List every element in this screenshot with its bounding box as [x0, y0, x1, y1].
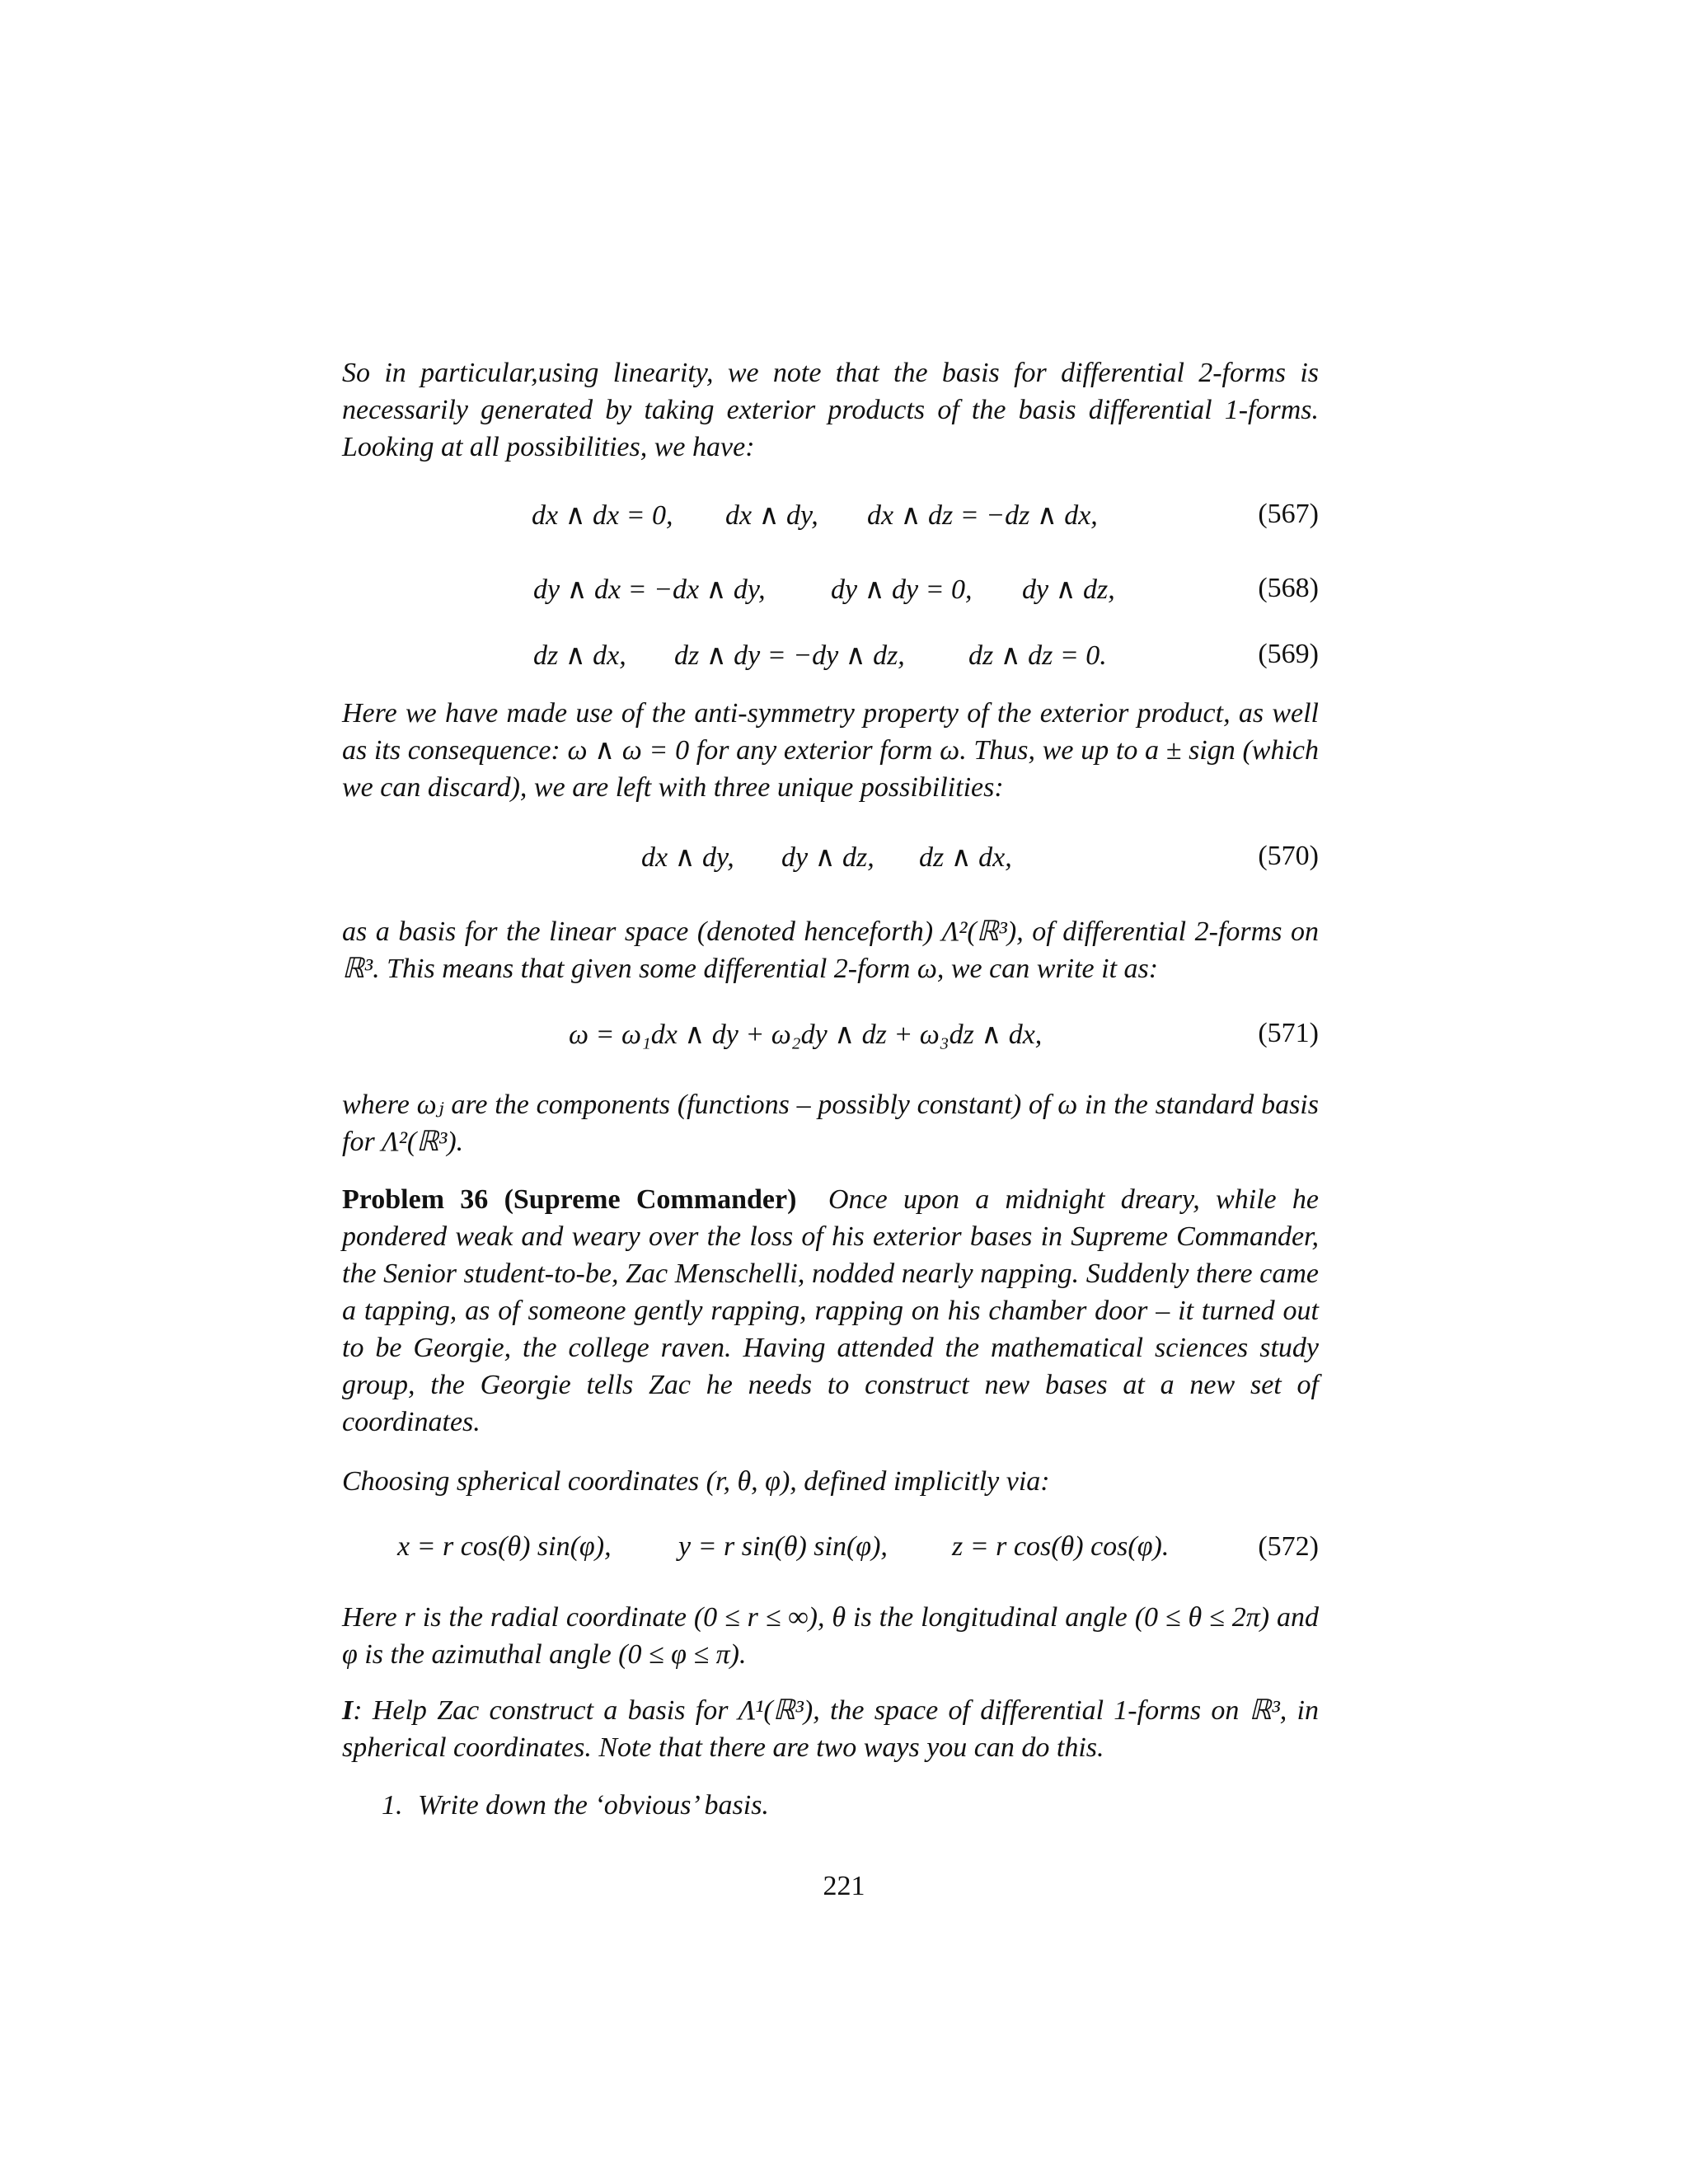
equation-567	[342, 499, 1319, 540]
part-label: I	[342, 1695, 354, 1726]
problem-36	[342, 1181, 1319, 1441]
paragraph-intro: So in particular,using linearity, we note that the basis for differential 2-forms is necessarily generated by taking exterior products of the basis differential 1-forms. Looking at all possibilities, we have:	[342, 358, 1319, 462]
equation-571-part-a: ω = ω₁dx ∧ dy + ω₂dy ∧ dz + ω₃dz ∧ dx,	[569, 1019, 1043, 1050]
equation-569-part-b: dz ∧ dy = −dy ∧ dz,	[674, 640, 905, 671]
equation-568-part-b: dy ∧ dy = 0,	[831, 574, 973, 605]
equation-568	[342, 573, 1319, 614]
equation-569-part-c: dz ∧ dz = 0.	[968, 640, 1107, 671]
equation-570-part-c: dz ∧ dx,	[919, 842, 1012, 873]
page-number: 221	[823, 1871, 865, 1901]
equation-569	[342, 639, 1319, 680]
list-item-1	[382, 1787, 1319, 1824]
paragraph-components: where ωⱼ are the components (functions – possibly constant) of ω in the standard basis for Λ²(ℝ³).	[342, 1090, 1319, 1157]
equation-572	[342, 1531, 1319, 1572]
equation-571-number: (571)	[1258, 1018, 1319, 1048]
paragraph-coordinate-ranges: Here r is the radial coordinate (0 ≤ r ≤ ∞), θ is the longitudinal angle (0 ≤ θ ≤ 2π) and φ is the azimuthal angle (0 ≤ φ ≤ π).	[342, 1602, 1319, 1670]
problem-title: Problem 36 (Supreme Commander)	[342, 1184, 797, 1215]
equation-567-part-b: dx ∧ dy,	[725, 500, 818, 531]
paragraph-spherical-coordinates: Choosing spherical coordinates (r, θ, φ), defined implicitly via:	[342, 1466, 1050, 1497]
equation-567-part-c: dx ∧ dz = −dz ∧ dx,	[867, 500, 1098, 531]
equation-570	[342, 841, 1319, 882]
equation-572-part-b: y = r sin(θ) sin(φ),	[678, 1531, 888, 1562]
equation-570-part-a: dx ∧ dy,	[641, 842, 734, 873]
equation-569-part-a: dz ∧ dx,	[533, 640, 626, 671]
equation-568-part-c: dy ∧ dz,	[1022, 574, 1115, 605]
equation-572-number: (572)	[1258, 1531, 1319, 1562]
list-item-1-text: Write down the ‘obvious’ basis.	[418, 1790, 769, 1821]
part-text: : Help Zac construct a basis for Λ¹(ℝ³), the space of differential 1-forms on ℝ³, in spherical coordinates. Note that there are two ways you can do this.	[342, 1695, 1319, 1763]
equation-570-number: (570)	[1258, 841, 1319, 871]
paragraph-part-i	[342, 1692, 1319, 1766]
equation-567-number: (567)	[1258, 499, 1319, 529]
equation-569-number: (569)	[1258, 639, 1319, 669]
paragraph-antisymmetry: Here we have made use of the anti-symmetry property of the exterior product, as well as its consequence: ω ∧ ω = 0 for any exterior form ω. Thus, we up to a ± sign (which we can discard), we are left with three unique possibilities:	[342, 698, 1319, 803]
equation-572-part-c: z = r cos(θ) cos(φ).	[952, 1531, 1170, 1562]
equation-572-part-a: x = r cos(θ) sin(φ),	[397, 1531, 612, 1562]
equation-571	[342, 1018, 1319, 1059]
equation-568-part-a: dy ∧ dx = −dx ∧ dy,	[533, 574, 766, 605]
equation-570-part-b: dy ∧ dz,	[781, 842, 874, 873]
equation-568-number: (568)	[1258, 573, 1319, 603]
equation-567-part-a: dx ∧ dx = 0,	[532, 500, 673, 531]
problem-text: Once upon a midnight dreary, while he pondered weak and weary over the loss of his exterior bases in Supreme Commander, the Senior student-to-be, Zac Menschelli, nodded nearly napping. Suddenly there came a tapping, as of someone gently rapping, rapping on his chamber door – it turned out to be Georgie, the college raven. Having attended the mathematical sciences study group, the Georgie tells Zac he needs to construct new bases at a new set of coordinates.	[342, 1184, 1320, 1437]
list-item-1-label: 1.	[382, 1790, 403, 1821]
paragraph-basis-linear-space: as a basis for the linear space (denoted henceforth) Λ²(ℝ³), of differential 2-forms on ℝ³. This means that given some differential 2-form ω, we can write it as:	[342, 916, 1319, 984]
